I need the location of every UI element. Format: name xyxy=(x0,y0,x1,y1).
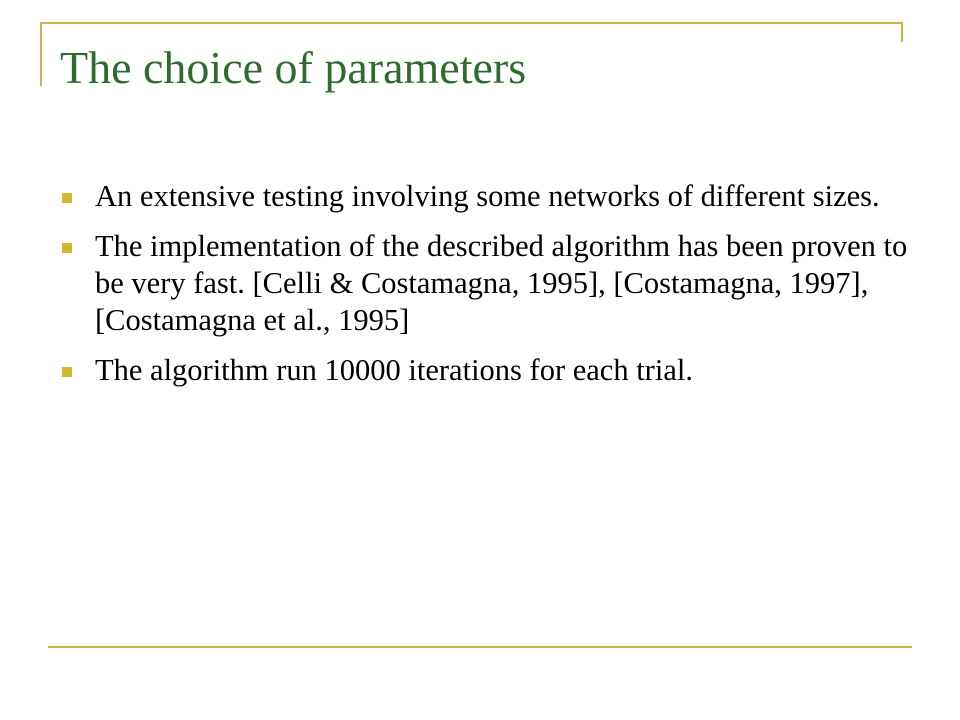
top-divider-line xyxy=(40,22,903,24)
bullet-item xyxy=(60,228,920,339)
square-bullet-icon xyxy=(62,367,72,377)
bullet-text: The implementation of the described algorithm has been proven to be very fast. [Celli & Costamagna, 1995], [Costamagna, 1997], [Costamagna et al., 1995] xyxy=(95,229,908,337)
square-bullet-icon xyxy=(62,243,72,253)
right-divider-line xyxy=(901,22,903,42)
bullet-text: The algorithm run 10000 iterations for each trial. xyxy=(95,353,693,387)
bullet-item xyxy=(60,352,920,389)
bullet-list xyxy=(60,178,920,402)
bottom-divider-line xyxy=(48,646,912,648)
square-bullet-icon xyxy=(62,193,72,203)
bullet-item xyxy=(60,178,920,215)
bullet-text: An extensive testing involving some networks of different sizes. xyxy=(95,179,880,213)
left-divider-line xyxy=(40,22,42,86)
slide-title: The choice of parameters xyxy=(60,42,527,93)
